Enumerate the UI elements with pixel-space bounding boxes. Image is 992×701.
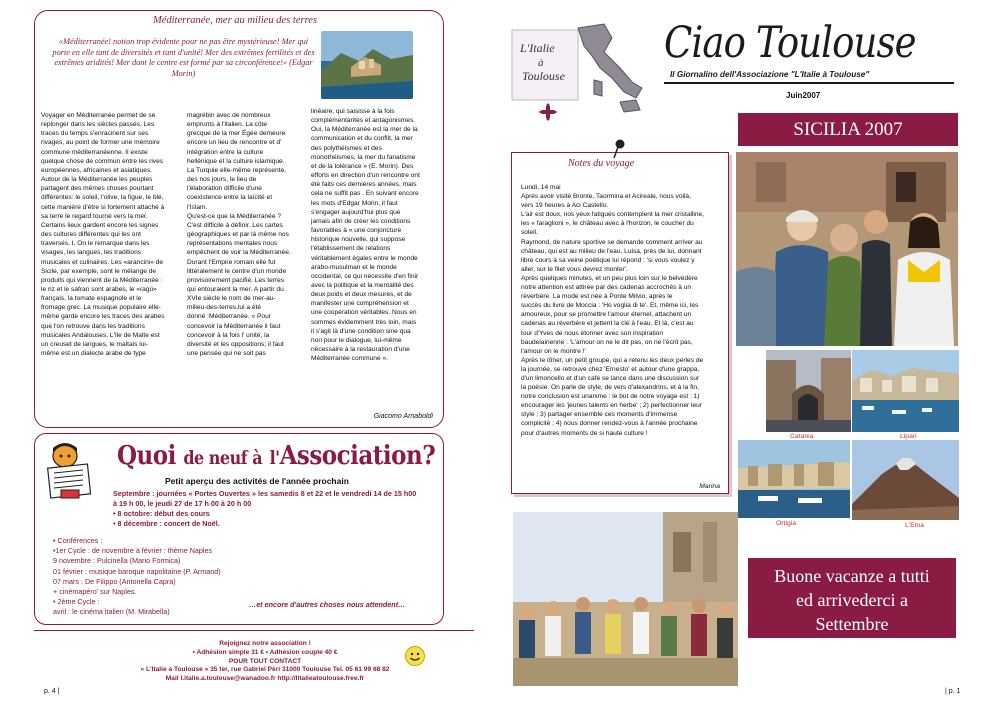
caption-ortigia: Ortigia bbox=[776, 520, 797, 527]
association-more: …et encore d'autres choses nous attendent… bbox=[249, 600, 406, 609]
sicilia-banner: SICILIA 2007 bbox=[738, 113, 958, 146]
article-signature: Giacomo Arnaboldi bbox=[373, 413, 433, 420]
logo-text-3: Toulouse bbox=[522, 69, 565, 83]
group-photo-ruins bbox=[513, 512, 738, 686]
page-number-right: | p. 1 bbox=[945, 688, 961, 695]
title-word-quoi: Quoi bbox=[117, 440, 176, 472]
photo-catania bbox=[766, 350, 851, 432]
title-word-l: l' bbox=[269, 446, 280, 469]
caption-catania: Catania bbox=[790, 433, 814, 440]
association-conferences: • Conférences : •1er Cycle : de novembre à février : thème Naples 9 novembre : Pulcinella (Mario Formica) 01 février : musique baroque napolitaine (P. Armand) 07 mars : De Filippo (Antonella Capra) + cinémapéro' sur Naples. • 2ème Cycle : avril : le cinéma italien (M. Mirabella) bbox=[53, 536, 221, 617]
logo-text-2: à bbox=[538, 57, 544, 69]
masthead-title: Ciao Toulouse bbox=[664, 18, 916, 68]
logo-text-1: L'Italie bbox=[520, 41, 555, 55]
travel-notes-box bbox=[511, 152, 729, 494]
photo-etna bbox=[852, 440, 959, 520]
page-number-left: p. 4 | bbox=[44, 688, 60, 695]
notes-signature: Marina bbox=[699, 483, 720, 490]
smiley-icon bbox=[405, 646, 425, 666]
membership-contact: Rejoignez notre association ! • Adhésion simple 31 € • Adhésion couple 40 € POUR TOUT CONTACT « L'Italie à Toulouse » 35 ter, rue Gabriel Péri 31000 Toulouse Tel. 05 61 99 68 82 Mail l.italie.a.toulouse@wanadoo.fr http://litalieatoulouse.free.fr bbox=[140, 640, 390, 683]
article-title: Méditerranée, mer au milieu des terres bbox=[152, 15, 318, 26]
caption-lipari: Lipari bbox=[900, 433, 917, 440]
notes-text: Lundi, 14 mai Après avoir visité Bronte, Taormina et Acireale, nous voilà, vers 19 heures à Aci Castello. L'air est doux, nos yeux fatigués contemplent la mer cristalline, les « faraglioni », le château avec à l'horizon, le coucher du soleil. Raymond, de nature sportive se demande comment arriver au château, qui est au milieu de l'eau. Luisa, près de lui, donnant libre cours à sa veine poétique lui répond : 'si vous voulez y aller, sur le filet vous devrez monter'. Après quelques minutes, et un peu plus loin sur le belvédère notre attention est attirée par des cadenas accrochés à un réverbère. La mode est née à Ponte Milvio, après le succès du livre de Moccia : 'Ho voglia di te'. Et, même ici, les amoureux, pour se promettre l'amour éternel, attachent un cadenas au réverbère et jettent la clé à l'eau. Et là, c'est au tour d'Yves de nous étonner avec son inspiration baudelairienne : 'L'amour on ne le dit pas, on ne l'écrit pas, l'amour on le montre !' Après le dîner, un petit groupe, qui a retenu les deux perles de la journée, se retrouve chez 'Ernesto' et autour d'une grappa, d'un limoncello et d'un café se lance dans une discussion sur la poésie. On parle de style, de vers d'alexandrins, et à la fin, notre conclusion est unanime : le but de notre voyage est : 1) encourager les 'jeunes talents en herbe' ; 2) perfectionner leur style ; 3) partager ensemble ces moments d'immense complicité ; 4) nous donner rendez-vous à l'année prochaine pour d'autres moments de si haute culture ! bbox=[521, 184, 705, 437]
title-word-de-neuf: de neuf à bbox=[183, 446, 263, 469]
association-title bbox=[117, 440, 435, 471]
article-column-2: magrébin avec de nombreux emprunts à l'italien. La côte grecque de la mer Égée demeure encore un lieu de rencontre et d' intégration entre la culture hellénique et la culture islamique. La Turquie elle-même représente, des nos jours, le lieu de l'élaboration difficile d'une coexistence entre la laïcité et l'Islam. Qu'est-ce que la Méditerranée ? C'est difficile à définir. Les cartes géographiques et par là même nos représentations mentales nous empêchent de voir la Méditerranée. Durant l'Empire romain elle fut littéralement le centre d'un monde provisoirement pacifié. Les terres qui entouraient la mer. A partir du XVIe siècle le nom de mer-au- milieu-des-terres,lui a été donné :Méditerranée. « Pour concevoir la Méditerranée il faut concevoir à la fois l' unité, la diversité et les oppositions; il faut une pensée qui ne soit pas bbox=[187, 112, 291, 358]
vacanze-banner: Buone vacanze a tutti ed arrivederci a Settembre bbox=[748, 558, 956, 638]
association-logo bbox=[508, 22, 656, 130]
newspaper-reader-illustration bbox=[41, 440, 99, 500]
divider-line bbox=[34, 630, 474, 631]
issue-date: Juin2007 bbox=[786, 91, 821, 100]
association-news-box bbox=[34, 433, 444, 625]
masthead-rule bbox=[664, 82, 954, 84]
association-subtitle: Petit aperçu des activités de l'année prochain bbox=[165, 476, 349, 486]
pin-icon bbox=[612, 139, 626, 159]
photo-ortigia bbox=[738, 440, 850, 518]
article-column-3: linéaire, qui saisisse à la fois complémentarités et antagonismes. Oui, la Méditerranée est la mer de la communication et du conflit, la mer des polythéismes et des monothéismes, la mer du fanatisme et de la tolérance » (E. Morin). Des efforts en direction d'un rencontre ont été faits ces dernières années, mais cela ne suffit pas . En suivant encore les mots d'Edgar Morin, il faut s'engager aujourd'hui plus que jamais afin de créer les conditions favorables à « une conjoncture historique nouvelle, qui suppose l'établissement de relations véritablement égales entre le monde arabo-musulman et le monde occidental, ce qui nécessite d'en finir avec la politique et la mentalité des deux poids et deux mesures, et de manifester une compréhension et une coopération véritables. Nous en sommes évidemment très loin, mais il s'agit là d'une condition sine qua non pour le dialogue, lui-même nécessaire à la restauration d'une Méditerranée commune ». bbox=[311, 108, 420, 363]
association-schedule: Septembre : journées « Portes Ouvertes » les samedis 8 et 22 et le vendredi 14 de 15 h00 à 19 h 00, le jeudi 27 de 17 h 00 à 20 h 00 • 8 octobre: début des cours • 8 décembre : concert de Noël. bbox=[113, 489, 417, 528]
notes-title: Notes du voyage bbox=[568, 158, 635, 169]
caption-etna: L'Etna bbox=[905, 522, 925, 529]
coast-photo bbox=[321, 31, 413, 99]
photo-lipari bbox=[852, 350, 959, 432]
article-quote: «Méditerranée! notion trop évidente pour ne pas être mystérieuse! Mer qui porte en elle tant de diversités et tant d'unité! Mer des extrêmes fertilités et des extrêmes aridités! Mer dont le centre est formé par sa circonférence!» (Edgar Morin) bbox=[52, 37, 315, 78]
group-photo-tourists bbox=[736, 152, 958, 346]
article-column-1: Voyager en Méditerranée permet de se replonger dans les siècles passés. Les traces du temps s'enracinent sur ses rivages, au point de former une mémoire commune méditerranéenne. Il existe quelque chose de commun entre les rives européennes, africaines et asiatiques. Autour de la Méditerranée les peuples partagent des mêmes choses pourtant différentes: le soleil, l'olive, la figue, le blé, cette manière d'être si fortement attaché à sa terre le regard tourné vers la mer. Certains lieux gardent encore les signes des cultures différentes qui les ont traversés. I. On le remarque dans les visages, les langues, les traditions musicales et culinaires. Les «arancini» de Sicile, par exemple, sont le mélange de produits qui viennent de la Méditerranée : le riz et le safran sont arabes, le «ragù» français, la tomate espagnole et le fromage grec. La musique populaire elle- même garde encore les traces des arabes que l'on retrouve dans les traditions musicales Andalouses. L'île de Malte est un creuset de langues, le maltais lui- même est un dialecte arabe de type bbox=[41, 112, 165, 358]
mediterranee-article bbox=[34, 10, 444, 428]
title-word-association: Association? bbox=[279, 440, 436, 472]
masthead-subtitle: Il Giornalino dell'Associazione "L'Italie à Toulouse" bbox=[670, 70, 870, 79]
